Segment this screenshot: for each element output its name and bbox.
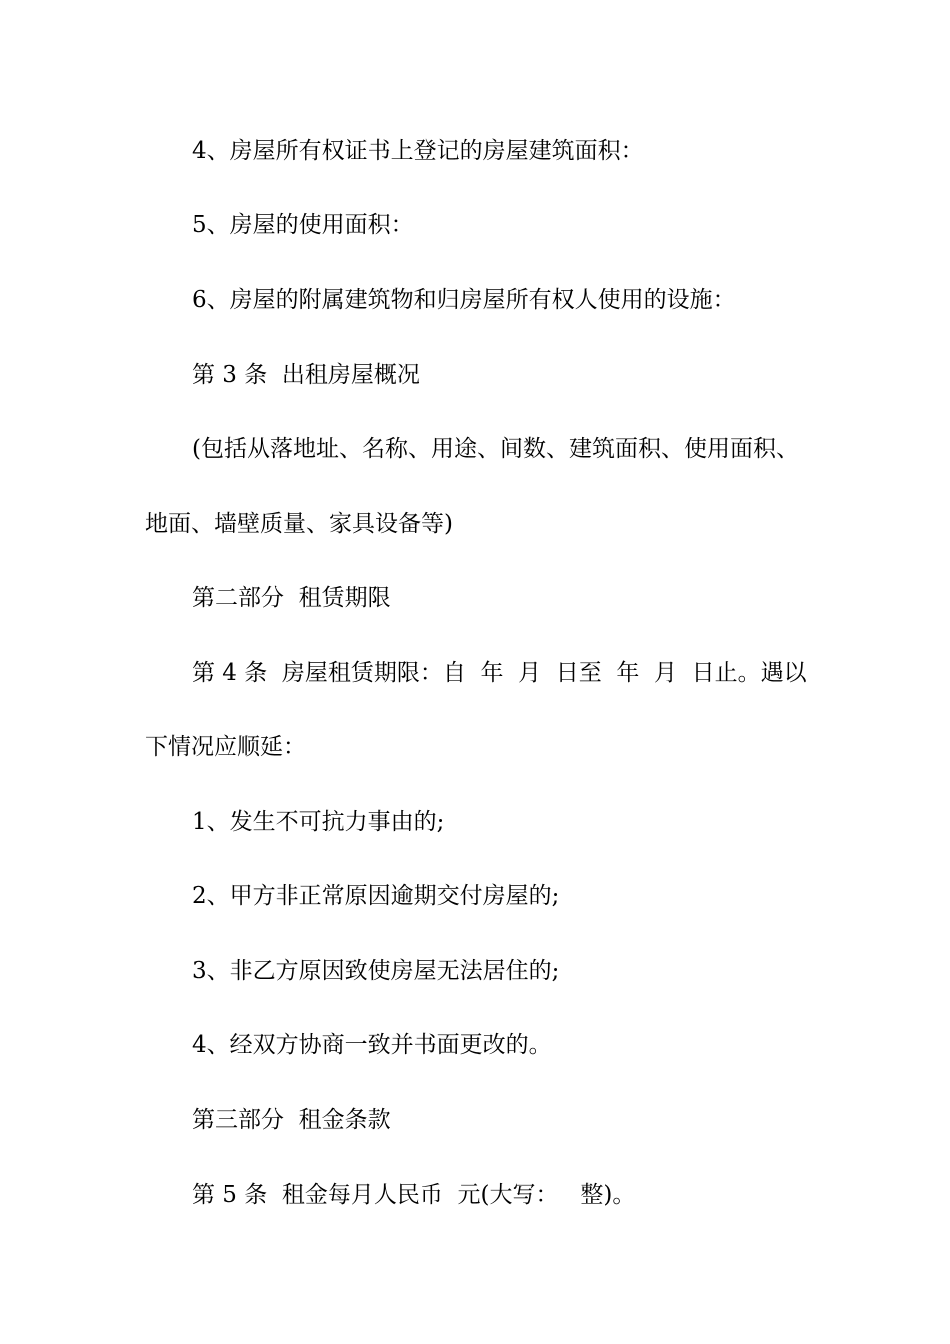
text-line-extension-3: 3、非乙方原因致使房屋无法居住的; (192, 958, 560, 984)
part-2-heading: 第二部分 租赁期限 (192, 585, 391, 611)
article-3-heading: 第 3 条 出租房屋概况 (192, 362, 420, 388)
part-3-heading: 第三部分 租金条款 (192, 1107, 391, 1133)
article-3-detail-line-2: 地面、墙壁质量、家具设备等) (145, 511, 453, 537)
text-line-item-5-usable-area: 5、房屋的使用面积： (192, 212, 414, 238)
text-line-item-6-facilities: 6、房屋的附属建筑物和归房屋所有权人使用的设施： (192, 287, 736, 313)
text-line-extension-2: 2、甲方非正常原因逾期交付房屋的; (192, 883, 560, 909)
article-5-line: 第 5 条 租金每月人民币 元(大写： 整)。 (192, 1182, 636, 1208)
text-line-item-4-building-area: 4、房屋所有权证书上登记的房屋建筑面积： (192, 138, 644, 164)
article-4-line-2: 下情况应顺延： (145, 734, 306, 760)
article-4-line-1: 第 4 条 房屋租赁期限：自 年 月 日至 年 月 日止。遇以 (192, 660, 807, 686)
article-3-detail-line-1: (包括从落地址、名称、用途、间数、建筑面积、使用面积、 (192, 436, 799, 462)
text-line-extension-1: 1、发生不可抗力事由的; (192, 809, 445, 835)
text-line-extension-4: 4、经双方协商一致并书面更改的。 (192, 1032, 552, 1058)
